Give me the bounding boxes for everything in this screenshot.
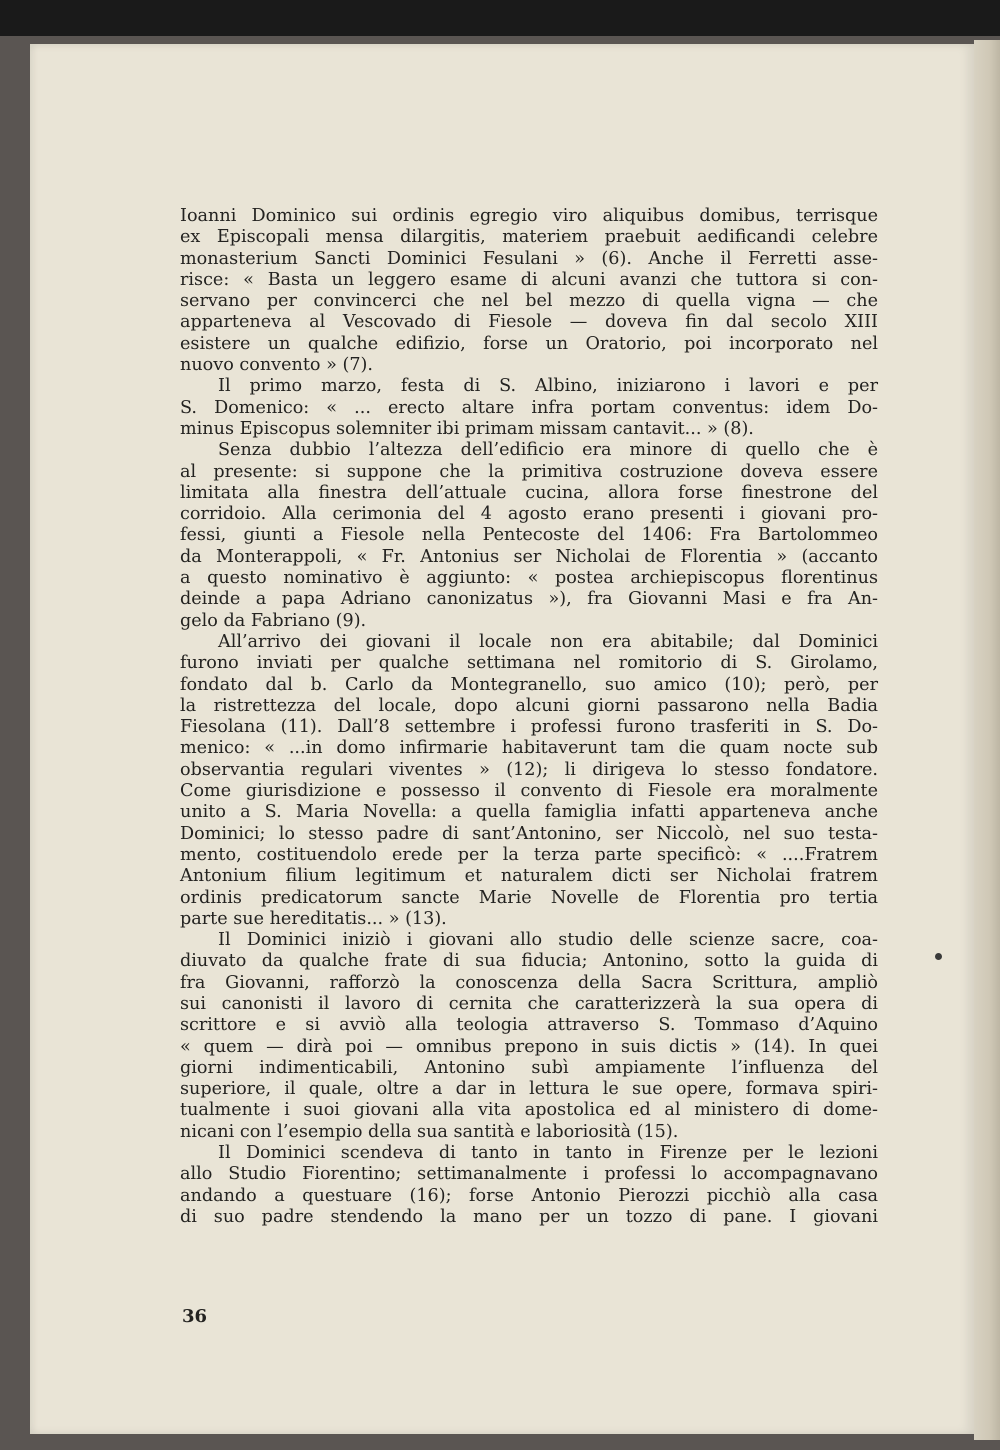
text-line: furono inviati per qualche settimana nel romitorio di S. Girolamo,: [180, 653, 878, 674]
text-line: mento, costituendolo erede per la terza parte specificò: « ....Fratrem: [180, 844, 878, 865]
text-line: Ioanni Dominico sui ordinis egregio viro aliquibus domibus, terrisque: [180, 206, 878, 226]
text-line: fondato dal b. Carlo da Montegranello, suo amico (10); però, per: [180, 674, 878, 695]
text-line: superiore, il quale, oltre a dar in lettura le sue opere, formava spiri-: [180, 1079, 878, 1100]
paragraph-first-line: Il primo marzo, festa di S. Albino, iniziarono i lavori e per: [218, 376, 878, 397]
text-line: la ristrettezza del locale, dopo alcuni giorni passarono nella Badia: [180, 695, 878, 716]
text-line: corridoio. Alla cerimonia del 4 agosto erano presenti i giovani pro-: [180, 504, 878, 525]
text-line: observantia regulari viventes » (12); li dirigeva lo stesso fondatore.: [180, 759, 878, 780]
text-line: nuovo convento » (7).: [180, 355, 373, 376]
text-line: Antonium filium legitimum et naturalem dicti ser Nicholai fratrem: [180, 866, 878, 887]
text-line: parte sue hereditatis... » (13).: [180, 908, 447, 929]
text-line: fessi, giunti a Fiesole nella Pentecoste del 1406: Fra Bartolommeo: [180, 525, 878, 546]
paragraph-first-line: Senza dubbio l’altezza dell’edificio era minore di quello che è: [218, 440, 878, 461]
text-line: gelo da Fabriano (9).: [180, 610, 367, 631]
text-line: esistere un qualche edifizio, forse un Oratorio, poi incorporato nel: [180, 333, 878, 354]
paragraph-first-line: All’arrivo dei giovani il locale non era abitabile; dal Dominici: [218, 631, 878, 652]
text-line: apparteneva al Vescovado di Fiesole — doveva fin dal secolo XIII: [180, 312, 878, 333]
text-line: « quem — dirà poi — omnibus prepono in suis dictis » (14). In quei: [180, 1036, 878, 1057]
text-line: diuvato da qualche frate di sua fiducia; Antonino, sotto la guida di: [180, 951, 878, 972]
text-line: al presente: si suppone che la primitiva costruzione doveva essere: [180, 461, 878, 482]
page-number: 36: [182, 1306, 208, 1327]
body-text: [180, 206, 878, 1228]
text-line: risce: « Basta un leggero esame di alcuni avanzi che tuttora si con-: [180, 269, 878, 290]
text-line: Come giurisdizione e possesso il convento di Fiesole era moralmente: [180, 781, 878, 802]
ink-speck: [935, 953, 942, 960]
text-line: menico: « ...in domo infirmarie habitaverunt tam die quam nocte sub: [180, 738, 878, 759]
text-line: allo Studio Fiorentino; settimanalmente i professi lo accompagnavano: [180, 1164, 878, 1185]
text-line: minus Episcopus solemniter ibi primam missam cantavit... » (8).: [180, 418, 754, 439]
text-line: tualmente i suoi giovani alla vita apostolica ed al ministero di dome-: [180, 1100, 878, 1121]
text-line: sui canonisti il lavoro di cernita che caratterizzerà la sua opera di: [180, 993, 878, 1014]
text-line: S. Domenico: « ... erecto altare infra portam conventus: idem Do-: [180, 397, 878, 418]
text-line: unito a S. Maria Novella: a quella famiglia infatti apparteneva anche: [180, 802, 878, 823]
paragraph-first-line: Il Dominici iniziò i giovani allo studio delle scienze sacre, coa-: [218, 930, 878, 951]
text-line: ordinis predicatorum sancte Marie Novelle de Florentia pro tertia: [180, 887, 878, 908]
text-line: scrittore e si avviò alla teologia attraverso S. Tommaso d’Aquino: [180, 1015, 878, 1036]
page-edge-strip: [974, 40, 1000, 1440]
text-line: a questo nominativo è aggiunto: « postea archiepiscopus florentinus: [180, 568, 878, 589]
text-line: da Monterappoli, « Fr. Antonius ser Nicholai de Florentia » (accanto: [180, 546, 878, 567]
text-line: di suo padre stendendo la mano per un tozzo di pane. I giovani: [180, 1206, 878, 1227]
text-line: Dominici; lo stesso padre di sant’Antonino, ser Niccolò, nel suo testa-: [180, 823, 878, 844]
text-line: limitata alla finestra dell’attuale cucina, allora forse finestrone del: [180, 482, 878, 503]
paragraph-first-line: Il Dominici scendeva di tanto in tanto in Firenze per le lezioni: [218, 1143, 878, 1164]
text-line: giorni indimenticabili, Antonino subì ampiamente l’influenza del: [180, 1057, 878, 1078]
text-line: ex Episcopali mensa dilargitis, materiem praebuit aedificandi celebre: [180, 227, 878, 248]
text-line: nicani con l’esempio della sua santità e laboriosità (15).: [180, 1121, 679, 1142]
text-line: deinde a papa Adriano canonizatus »), fra Giovanni Masi e fra An-: [180, 589, 878, 610]
text-line: servano per convincerci che nel bel mezzo di quella vigna — che: [180, 291, 878, 312]
text-line: monasterium Sancti Dominici Fesulani » (6). Anche il Ferretti asse-: [180, 248, 878, 269]
text-line: andando a questuare (16); forse Antonio Pierozzi picchiò alla casa: [180, 1185, 878, 1206]
text-line: fra Giovanni, rafforzò la conoscenza della Sacra Scrittura, ampliò: [180, 972, 878, 993]
text-line: Fiesolana (11). Dall’8 settembre i professi furono trasferiti in S. Do-: [180, 717, 878, 738]
